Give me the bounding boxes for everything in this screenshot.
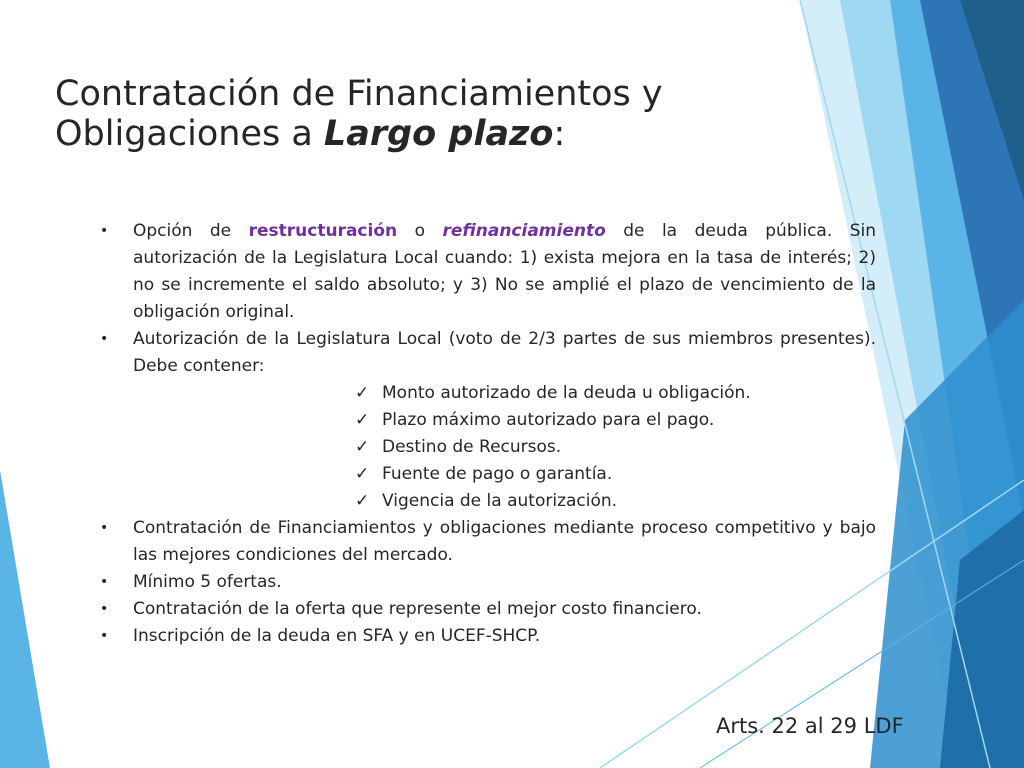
bullet-text: Inscripción de la deuda en SFA y en UCEF-SHCP. [133,626,541,646]
slide-title [55,74,755,154]
check-text: Fuente de pago o garantía. [382,464,613,484]
bullet-item [100,326,876,380]
bullet-item [100,515,876,569]
checklist [100,380,876,515]
bullet-text: Autorización de la Legislatura Local (voto de 2/3 partes de sus miembros presentes). Debe contener: [133,329,876,376]
title-emphasis: Largo plazo [323,114,554,154]
bullet-text-part: Opción de [133,221,249,241]
slide-body [100,218,876,650]
bullet-marker: • [100,628,109,644]
checkmark-icon: ✓ [355,491,370,511]
check-item [355,380,876,407]
check-item [355,488,876,515]
check-text: Vigencia de la autorización. [382,491,618,511]
check-text: Monto autorizado de la deuda u obligación. [382,383,751,403]
highlight-restructuracion: restructuración [248,221,398,241]
title-line-2-prefix: Obligaciones a [55,114,324,154]
bullet-marker: • [100,223,109,239]
bullet-text-part: de la deuda pública. Sin autorización de la Legislatura Local cuando: 1) exista mejora en la tasa de interés; 2) no se incremente el saldo absoluto; y 3) No se amplié el plazo de vencimiento de la obligación original. [133,221,876,322]
checkmark-icon: ✓ [355,410,370,430]
bullet-text-part: o [397,221,443,241]
title-line-1: Contratación de Financiamientos y [55,74,663,114]
checkmark-icon: ✓ [355,383,370,403]
check-item [355,461,876,488]
bullet-text: Contratación de la oferta que represente el mejor costo financiero. [133,599,702,619]
bullet-text: Contratación de Financiamientos y obligaciones mediante proceso competitivo y bajo las mejores condiciones del mercado. [133,518,876,565]
bullet-item [100,596,876,623]
bullet-item [100,623,876,650]
bullet-marker: • [100,520,109,536]
bullet-item [100,218,876,326]
checkmark-icon: ✓ [355,437,370,457]
checkmark-icon: ✓ [355,464,370,484]
bullet-text: Mínimo 5 ofertas. [133,572,282,592]
bullet-text [133,218,876,326]
left-accent-shape [0,470,50,768]
title-line-2-suffix: : [553,114,566,154]
legal-reference: Arts. 22 al 29 LDF [716,714,904,738]
check-item [355,407,876,434]
check-item [355,434,876,461]
bullet-marker: • [100,601,109,617]
highlight-refinanciamiento: refinanciamiento [442,221,606,241]
check-text: Plazo máximo autorizado para el pago. [382,410,715,430]
bullet-item [100,569,876,596]
bullet-marker: • [100,574,109,590]
bullet-marker: • [100,331,109,347]
check-text: Destino de Recursos. [382,437,562,457]
